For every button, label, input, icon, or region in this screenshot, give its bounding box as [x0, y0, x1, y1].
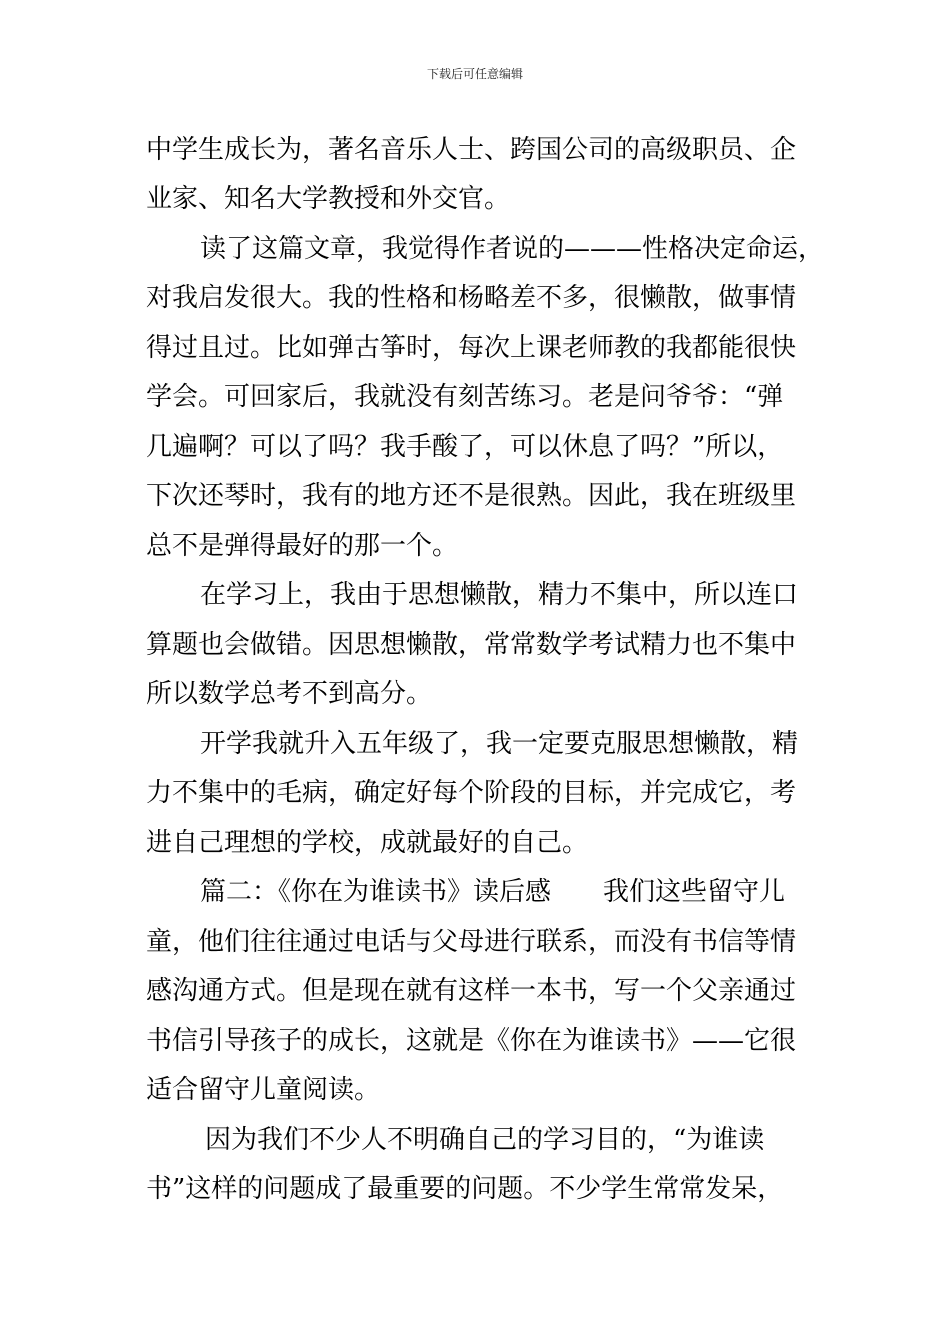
text-line: 总不是弹得最好的那一个。	[146, 531, 459, 561]
text-line: 感沟通方式。但是现在就有这样一本书，写一个父亲通过	[146, 976, 797, 1006]
text-line: 学会。可回家后，我就没有刻苦练习。老是问爷爷：“弹	[146, 382, 784, 412]
text-line: 进自己理想的学校，成就最好的自己。	[146, 828, 589, 858]
page-header: 下载后可任意编辑	[426, 67, 523, 81]
text-line: 得过且过。比如弹古筝时，每次上课老师教的我都能很快	[146, 333, 797, 363]
text-line: 篇二：《你在为谁读书》读后感 我们这些留守儿	[200, 877, 786, 907]
text-line: 适合留守儿童阅读。	[146, 1075, 381, 1105]
text-line: 开学我就升入五年级了，我一定要克服思想懒散，精	[200, 729, 799, 759]
text-line: 书信引导孩子的成长，这就是《你在为谁读书》——它很	[146, 1026, 797, 1056]
text-line: 因为我们不少人不明确自己的学习目的，“为谁读	[205, 1125, 765, 1155]
text-line: 书”这样的问题成了最重要的问题。不少学生常常发呆，	[146, 1174, 784, 1204]
text-line: 在学习上，我由于思想懒散，精力不集中，所以连口	[200, 580, 799, 610]
text-line: 下次还琴时，我有的地方还不是很熟。因此，我在班级里	[146, 481, 797, 511]
text-line: 读了这篇文章，我觉得作者说的———性格决定命运，	[200, 234, 825, 264]
text-line: 算题也会做错。因思想懒散，常常数学考试精力也不集中	[146, 630, 797, 660]
text-line: 中学生成长为，著名音乐人士、跨国公司的高级职员、企	[146, 135, 797, 165]
text-line: 几遍啊？可以了吗？我手酸了，可以休息了吗？”所以，	[146, 432, 784, 462]
text-line: 童，他们往往通过电话与父母进行联系，而没有书信等情	[146, 927, 797, 957]
text-line: 业家、知名大学教授和外交官。	[146, 184, 511, 214]
text-line: 所以数学总考不到高分。	[146, 679, 433, 709]
text-line: 力不集中的毛病，确定好每个阶段的目标，并完成它，考	[146, 778, 797, 808]
text-line: 对我启发很大。我的性格和杨略差不多，很懒散，做事情	[146, 283, 797, 313]
